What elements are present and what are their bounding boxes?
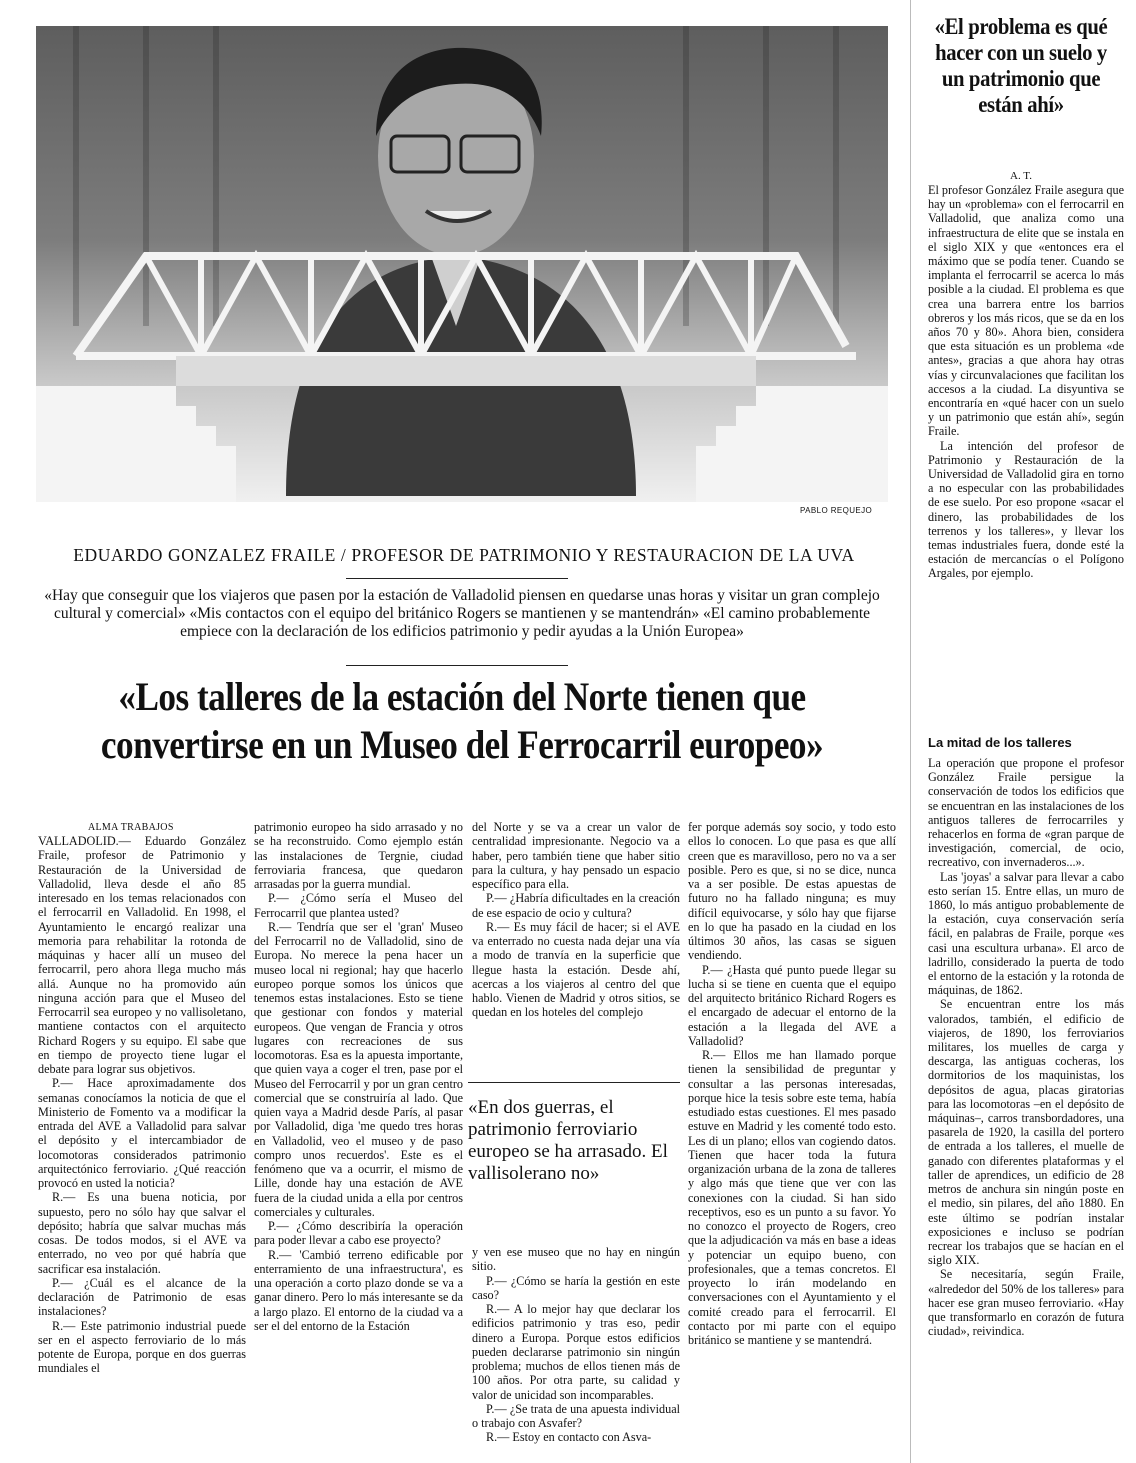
paragraph: R.— Tendría que ser el 'gran' Museo del Ferrocarril no de Valladolid, sino de Europa. No merece la pena hacer un museo local ni regional; hay que hacerlo europeo porque somos los únicos que tenemos estas instalaciones. Esto se tiene que gestionar con fondos y material europeos. Que vengan de Francia y otros lugares con recreaciones de sus locomotoras. Esa es la apuesta importante, que quien vaya a coger el tren, pase por el Museo del Ferrocarril y por un gran centro comercial que se construiría al lado. Que quien vaya a Madrid desde París, al pasar por Valladolid, diga 'me quedo tres horas en Valladolid, veo el museo y de paso compro unos recuerdos'. Este es el fenómeno que va a ocurrir, el mismo de Lille, donde hay una estación de AVE fuera de la ciudad unida a ella por centros comerciales y culturales. bbox=[254, 919, 463, 1219]
paragraph: P.— ¿Cómo describiría la operación para poder llevar a cabo ese proyecto? bbox=[254, 1219, 463, 1248]
paragraph: R.— 'Cambió terreno edificable por enterramiento de una infraestructura', es una operación a corto plazo donde se va a ganar dinero. Pero lo más interesante se da a largo plazo. El entorno de la ciudad va a ser el del entorno de la Estación bbox=[254, 1247, 463, 1333]
article-photo bbox=[36, 26, 888, 502]
article-column-3-continued bbox=[472, 1245, 680, 1445]
paragraph: R.— Este patrimonio industrial puede ser en el aspecto ferroviario de lo más potente de Europa, porque en dos guerras mundiales el bbox=[38, 1318, 246, 1376]
article-column-3 bbox=[472, 820, 680, 1020]
sidebar-divider bbox=[910, 0, 911, 1463]
article-column-1 bbox=[38, 834, 246, 1376]
headline: «Los talleres de la estación del Norte tienen que convertirse en un Museo del Ferrocarril europeo» bbox=[100, 674, 824, 767]
divider-top bbox=[346, 578, 568, 579]
article-column-2 bbox=[254, 820, 463, 1333]
paragraph: patrimonio europeo ha sido arrasado y no se ha reconstruido. Como ejemplo están las instalaciones de Tergnie, ciudad ferroviaria francesa, que quedaron arrasadas por la guerra mundial. bbox=[254, 820, 463, 891]
byline: ALMA TRABAJOS bbox=[88, 822, 174, 833]
paragraph: El profesor González Fraile asegura que hay un «problema» con el ferrocarril en Valladolid, que analiza como una infraestructura de elite que se instala en el siglo XIX y que «entonces era el máximo que se podía tener. Cuando se implanta el ferrocarril se acerca lo más posible a la ciudad. El problema es que crea una barrera entre los barrios obreros y los más ricos, que se da en los años 70 y 80». Ahora bien, considera que esta situación es un problema «de antes», gracias a que ahora hay otras vías y circunvalaciones que facilitan los accesos a la ciudad. La disyuntiva se encontraría en «qué hacer con un suelo y un patrimonio que están ahí», según Fraile. bbox=[928, 183, 1124, 439]
sidebar-body-2 bbox=[928, 756, 1124, 1338]
interviewee-kicker: EDUARDO GONZALEZ FRAILE / PROFESOR DE PATRIMONIO Y RESTAURACION DE LA UVA bbox=[73, 545, 855, 565]
paragraph: Se necesitaría, según Fraile, «alrededor del 50% de los talleres» para hacer ese gran museo ferroviario. «Hay que transformarlo en corazón de futura ciudad», reivindica. bbox=[928, 1267, 1124, 1339]
paragraph: Se encuentran entre los más valorados, también, el edificio de viajeros, de 1890, los ferroviarios militares, los muelles de carga y descarga, las antiguas cocheras, los dormitorios de los maquinistas, los depósitos de agua, placas giratorias para las locomotoras –en el depósito de máquinas–, carros transbordadores, una pasarela de 1920, la casilla del portero de entrada a los talleres, el muelle de ganado con diferentes plataformas y el taller de aprendices, un edificio de 28 metros de anchura sin ningún poste en el medio, sin pilares, del año 1880. En este último se podrían instalar exposiciones e incluso se podrían recrear los trabajos que se hacían en el siglo XIX. bbox=[928, 997, 1124, 1268]
lead-quotes: «Hay que conseguir que los viajeros que pasen por la estación de Valladolid piensen en quedarse unas horas y visitar un gran complejo cultural y comercial» «Mis contactos con el equipo del británico Rogers se mantienen y se mantendrán» «El camino probablemente empiece con la declaración de los edificios patrimonio y pedir ayudas a la Unión Europea» bbox=[44, 587, 880, 640]
paragraph: R.— Estoy en contacto con Asva- bbox=[486, 1430, 652, 1445]
paragraph: La intención del profesor de Patrimonio y Restauración de la Universidad de Valladolid gira en torno a no especular con las probabilidades de ese suelo. Por eso propone «sacar el dinero, las probabilidades de los terrenos y los talleres», y llevar los temas industriales fuera, donde esté la estación de mercancías o el Polígono Argales, por ejemplo. bbox=[928, 438, 1124, 581]
paragraph: Las 'joyas' a salvar para llevar a cabo esto serían 15. Entre ellas, un muro de 1860, lo más antiguo probablemente de la estación, cuya conservación sería fácil, en palabras de Fraile, porque «es casi una escultura urbana». El arco de ladrillo, considerado la puerta de todo el entorno de la estación y la rotonda de máquinas, de 1862. bbox=[928, 869, 1124, 998]
paragraph: VALLADOLID.— Eduardo González Fraile, profesor de Patrimonio y Restauración de la Universidad de Valladolid, lleva desde el año 85 interesado en los temas relacionados con el ferrocarril en Valladolid. En 1998, el Ayuntamiento le encargó realizar una memoria para rehabilitar la rotonda de máquinas y hacer allí un museo del ferrocarril, pero ahora llega mucho más allá. Aunque no ha promovido aún ninguna acción para que el Museo del Ferrocarril sea europeo y no vallisoletano, mantiene contactos con el arquitecto Richard Rogers y su equipo. El sabe que en tiempo de proyecto tiene lugar el debate para lograr sus objetivos. bbox=[38, 834, 246, 1076]
paragraph: del Norte y se va a crear un valor de centralidad impresionante. Negocio va a haber, pero también tiene que haber sitio para la cultura, y hay pensado un espacio específico para ella. bbox=[472, 820, 680, 891]
sidebar-title: «El problema es qué hacer con un suelo y un patrimonio que están ahí» bbox=[934, 14, 1108, 117]
article-column-4 bbox=[688, 820, 896, 1347]
divider-bottom bbox=[346, 665, 568, 666]
pull-quote: «En dos guerras, el patrimonio ferroviario europeo se ha arrasado. El vallisolerano no» bbox=[468, 1082, 680, 1185]
paragraph: R.— Es una buena noticia, por supuesto, pero no sólo hay que salvar el depósito; habría que salvar muchas más cosas. De todos modos, si el AVE va enterrado, no veo por qué habría que sacrificar esa instalación. bbox=[38, 1190, 246, 1276]
paragraph: R.— A lo mejor hay que declarar los edificios patrimonio y tras eso, pedir dinero a Europa. Porque estos edificios pueden declararse patrimonio sin ningún problema; muchos de ellos tienen más de 100 años. Por otra parte, su calidad y valor de unicidad son incomparables. bbox=[472, 1302, 680, 1402]
paragraph: P.— Hace aproximadamente dos semanas conocíamos la noticia de que el Ministerio de Fomento va a modificar la entrada del AVE a Valladolid para salvar el depósito y el intercambiador de locomotoras considerados patrimonio arquitectónico ferroviario. ¿Qué reacción provocó en usted la noticia? bbox=[38, 1076, 246, 1190]
photo-illustration bbox=[36, 26, 888, 502]
paragraph: P.— ¿Cómo sería el Museo del Ferrocarril que plantea usted? bbox=[254, 891, 463, 920]
paragraph: fer porque además soy socio, y todo esto ellos lo conocen. Lo que pasa es que allí creen que es maravilloso, pero no va a ser posible. Pero es que, si no se dice, nunca va a ser posible. De estas apuestas de futuro no ha fallado ninguna; es muy difícil equivocarse, y sólo hay que fijarse en lo que ha pasado en la ciudad en los últimos 30 años, las casas se siguen vendiendo. bbox=[688, 820, 896, 963]
paragraph: R.— Ellos me han llamado porque tienen la sensibilidad de preguntar y consultar a las personas interesadas, porque hice la tesis sobre este tema, había estudiado estas cuestiones. El mes pasado estuve en Madrid y les comenté todo esto. Les di un plano; ellos van cogiendo datos. Tienen que hacer toda la futura organización urbana de la zona de talleres y algo más que tiene que ver con las conexiones con la ciudad. Si han sido receptivos, eso es un punto a su favor. Yo no conozco el proyecto de Rogers, creo que la adjudicación va más en base a ideas y potenciar un equipo bueno, con profesionales, que a temas concretos. El proyecto lo irán modelando en conversaciones con el Ayuntamiento y el comité creado para el ferrocarril. El contacto por mi parte con el equipo británico se mantiene y se mantendrá. bbox=[688, 1048, 896, 1347]
paragraph: y ven ese museo que no hay en ningún sitio. bbox=[472, 1245, 680, 1274]
paragraph: P.— ¿Habría dificultades en la creación de ese espacio de ocio y cultura? bbox=[472, 891, 680, 920]
paragraph: R.— Es muy fácil de hacer; si el AVE va enterrado no cuesta nada dejar una vía a modo de tranvía en la superficie que llegue hasta la estación. Desde ahí, acercas a los viajeros al centro del que hablo. Vienen de Madrid y otros sitios, se quedan en los hoteles del complejo bbox=[472, 919, 680, 1020]
paragraph: P.— ¿Cuál es el alcance de la declaración de Patrimonio de esas instalaciones? bbox=[38, 1275, 246, 1319]
paragraph: P.— ¿Se trata de una apuesta individual o trabajo con Asvafer? bbox=[472, 1401, 680, 1430]
sidebar-body-1 bbox=[928, 183, 1124, 581]
paragraph: La operación que propone el profesor González Fraile persigue la conservación de todos los edificios que se encuentran en las instalaciones de los antiguos talleres de ferrocarriles y rehacerlos en forma de «gran parque de investigación, comercial, de ocio, recreativo, con invernaderos...». bbox=[928, 756, 1124, 870]
paragraph: P.— ¿Hasta qué punto puede llegar su lucha si se tiene en cuenta que el equipo del arquitecto británico Richard Rogers es el encargado de adecuar el entorno de la estación a la llegada del AVE a Valladolid? bbox=[688, 962, 896, 1048]
sidebar-subhead: La mitad de los talleres bbox=[928, 735, 1072, 750]
paragraph: P.— ¿Cómo se haría la gestión en este caso? bbox=[472, 1273, 680, 1302]
photo-credit: PABLO REQUEJO bbox=[800, 506, 873, 515]
sidebar-author: A. T. bbox=[1010, 170, 1032, 182]
